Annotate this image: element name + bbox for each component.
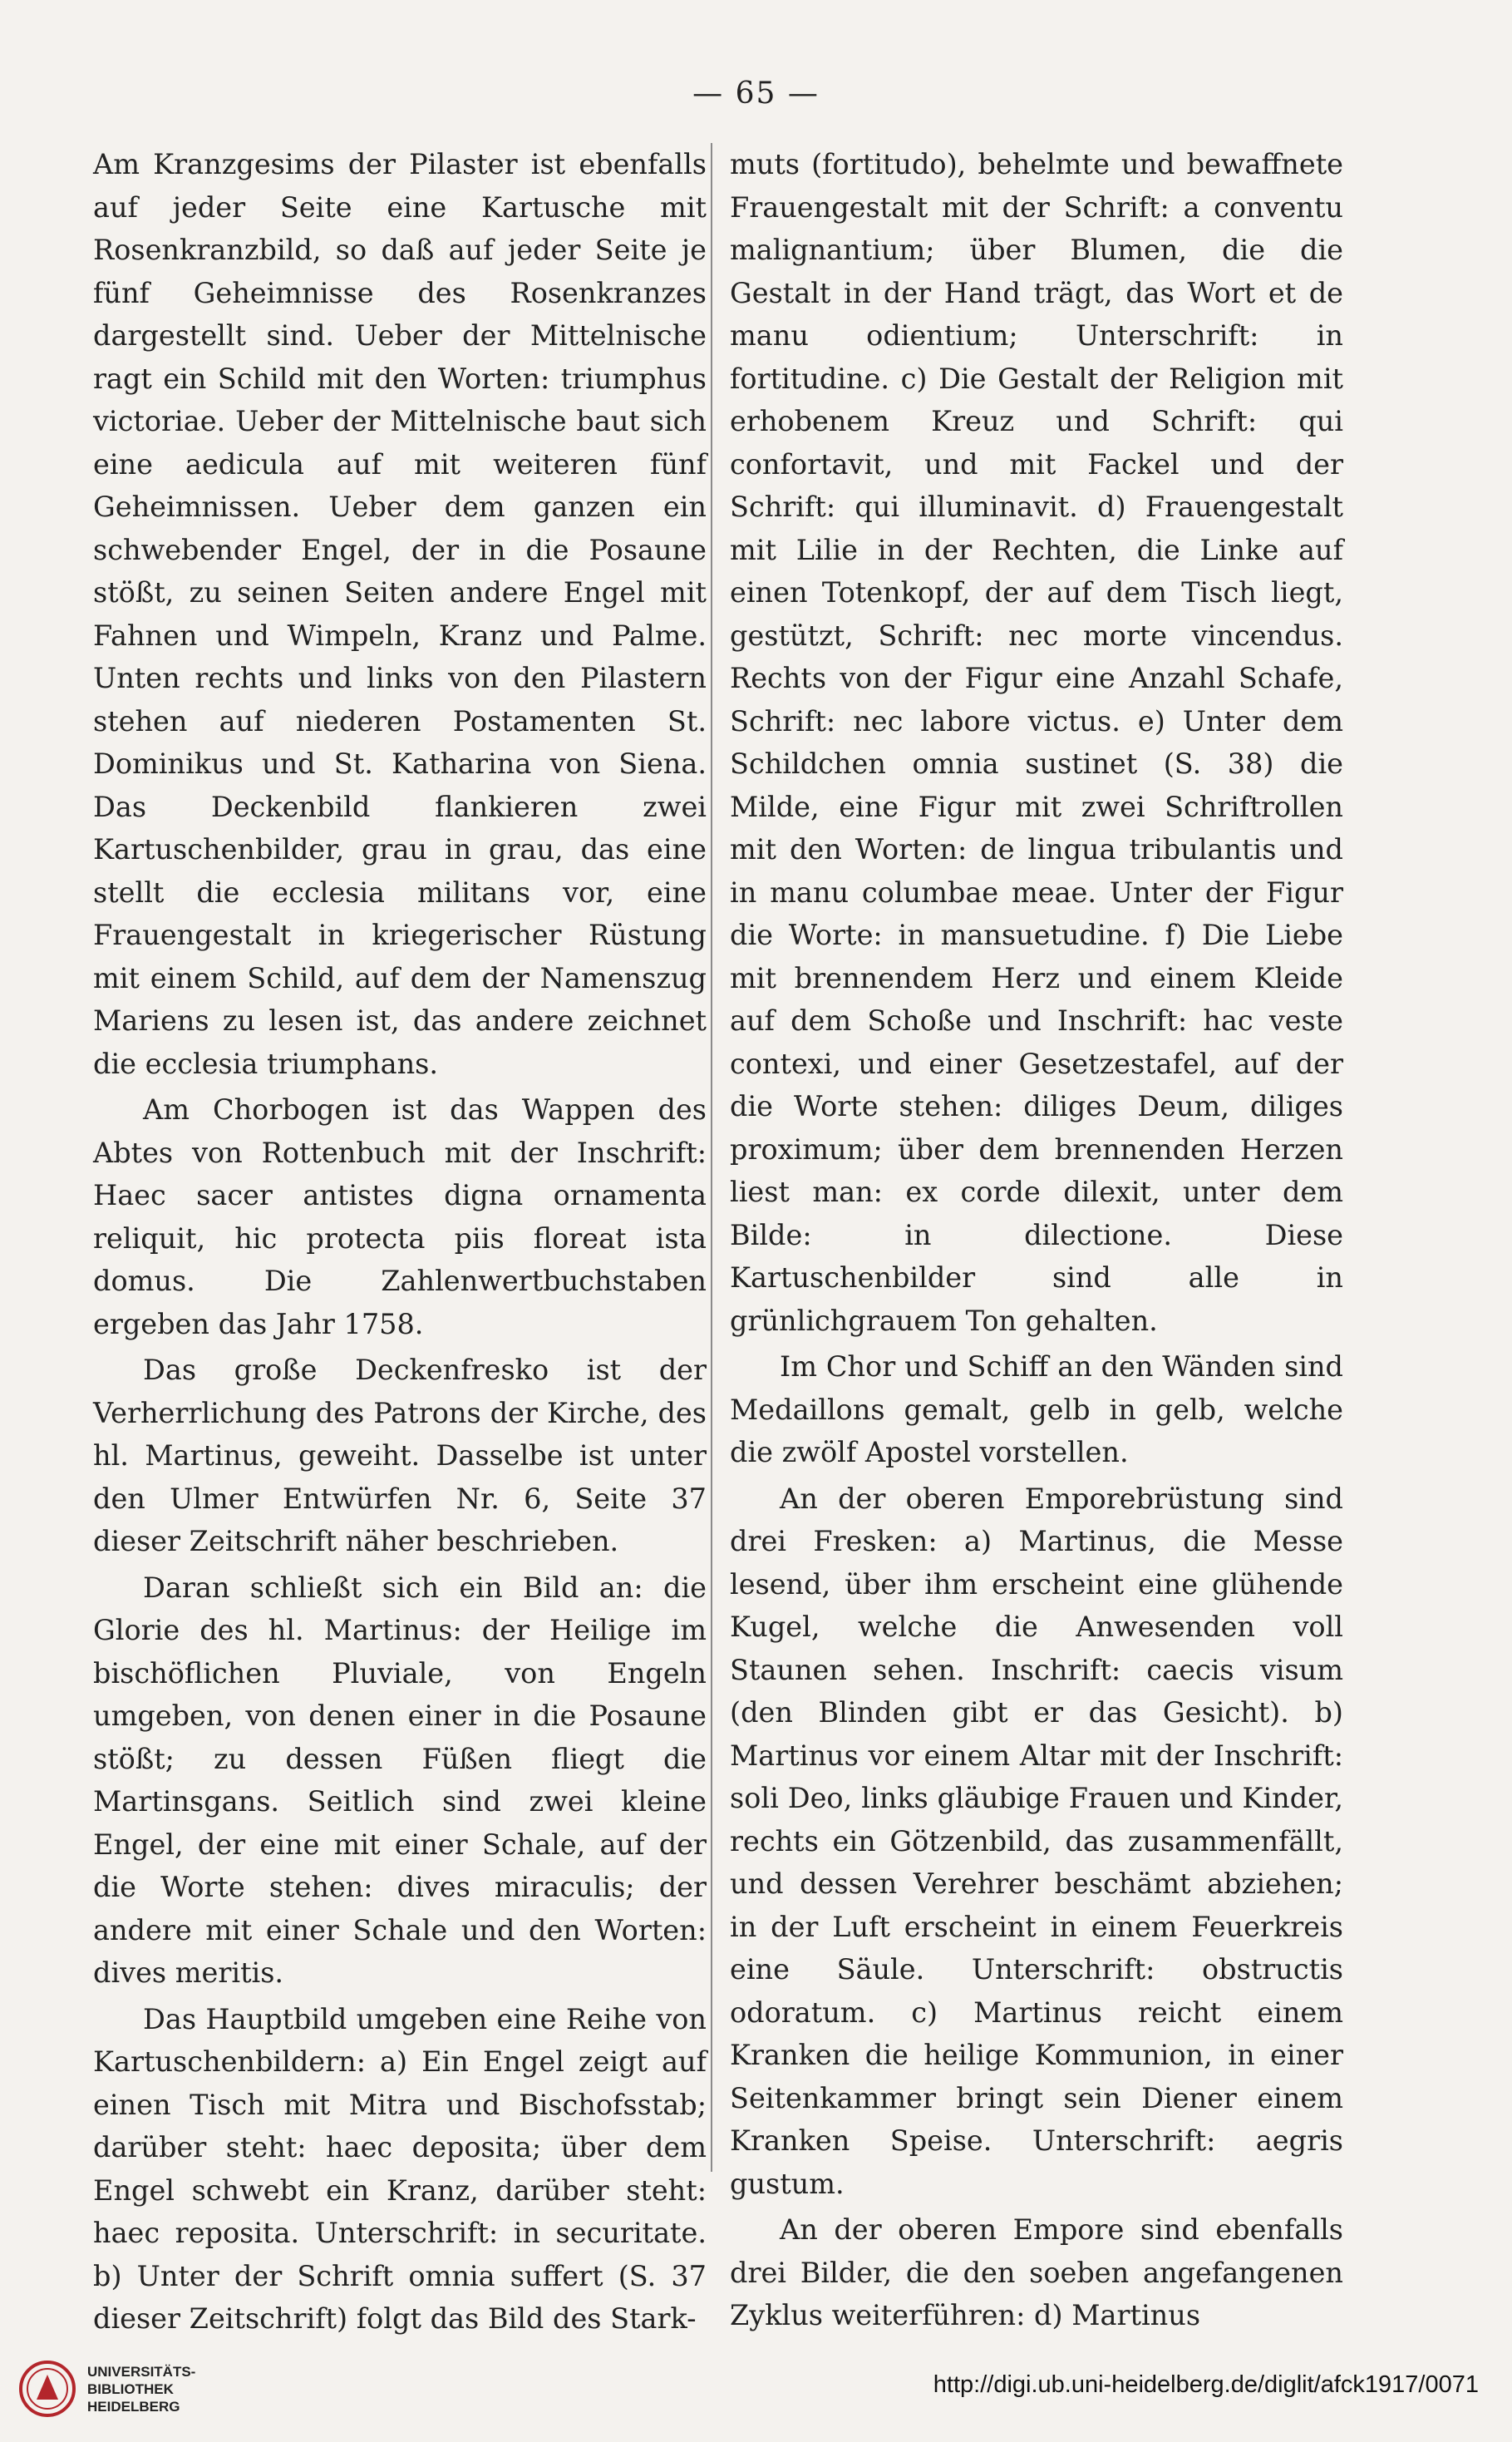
paragraph: An der oberen Emporebrüstung sind drei Fresken: a) Martinus, die Messe lesend, über ihm erscheint eine glühende Kugel, welche die Anwesenden voll Staunen sehen. Inschrift: caecis visum (den Blinden gibt er das Gesicht). b) Martinus vor einem Altar mit der Inschrift: soli Deo, links gläubige Frauen und Kinder, rechts ein Götzenbild, das zusammenfällt, und dessen Verehrer beschämt abziehen; in der Luft erscheint in einem Feuerkreis eine Säule. Unterschrift: obstructis odoratum. c) Martinus reicht einem Kranken die heilige Kommunion, in einer Seitenkammer bringt sein Diener einem Kranken Speise. Unterschrift: aegris gustum. bbox=[730, 1482, 1343, 2200]
library-name-line: UNIVERSITÄTS- bbox=[87, 2364, 196, 2380]
library-name-line: BIBLIOTHEK bbox=[87, 2381, 174, 2397]
university-seal-icon bbox=[18, 2360, 76, 2418]
left-text-column bbox=[93, 143, 707, 2341]
paragraph: Am Chorbogen ist das Wappen des Abtes von Rottenbuch mit der Inschrift: Haec sacer antistes digna ornamenta reliquit, hic protecta piis floreat ista domus. Die Zahlenwertbuchstaben ergeben das Jahr 1758. bbox=[93, 1093, 707, 1340]
paragraph: Das große Deckenfresko ist der Verherrlichung des Patrons der Kirche, des hl. Martinus, geweiht. Dasselbe ist unter den Ulmer Entwürfen Nr. 6, Seite 37 dieser Zeitschrift näher beschrieben. bbox=[93, 1354, 707, 1557]
library-name bbox=[87, 2363, 195, 2415]
page-number: — 65 — bbox=[692, 76, 820, 111]
column-divider bbox=[711, 143, 712, 2172]
source-url-link[interactable]: http://digi.ub.uni-heidelberg.de/diglit/afck1917/0071 bbox=[933, 2371, 1479, 2398]
right-text-column bbox=[730, 143, 1343, 2337]
paragraph: Daran schließt sich ein Bild an: die Glorie des hl. Martinus: der Heilige im bischöflichen Pluviale, von Engeln umgeben, von denen einer in die Posaune stößt; zu dessen Füßen fliegt die Martinsgans. Seitlich sind zwei kleine Engel, der eine mit einer Schale, auf der die Worte stehen: dives miraculis; der andere mit einer Schale und den Worten: dives meritis. bbox=[93, 1571, 707, 1989]
paragraph: Im Chor und Schiff an den Wänden sind Medaillons gemalt, gelb in gelb, welche die zwölf Apostel vorstellen. bbox=[730, 1350, 1343, 1468]
paragraph: muts (fortitudo), behelmte und bewaffnete Frauengestalt mit der Schrift: a conventu malignantium; über Blumen, die die Gestalt in der Hand trägt, das Wort et de manu odientium; Unterschrift: in fortitudine. c) Die Gestalt der Religion mit erhobenem Kreuz und Schrift: qui confortavit, und mit Fackel und der Schrift: qui illuminavit. d) Frauengestalt mit Lilie in der Rechten, die Linke auf einen Totenkopf, der auf dem Tisch liegt, gestützt, Schrift: nec morte vincendus. Rechts von der Figur eine Anzahl Schafe, Schrift: nec labore victus. e) Unter dem Schildchen omnia sustinet (S. 38) die Milde, eine Figur mit zwei Schriftrollen mit den Worten: de lingua tribulantis und in manu columbae meae. Unter der Figur die Worte: in mansuetudine. f) Die Liebe mit brennendem Herz und einem Kleide auf dem Schoße und Inschrift: hac veste contexi, und einer Gesetzestafel, auf der die Worte stehen: diliges Deum, diliges proximum; über dem brennenden Herzen liest man: ex corde dilexit, unter dem Bilde: in dilectione. Diese Kartuschenbilder sind alle in grünlichgrauem Ton gehalten. bbox=[730, 148, 1343, 1337]
paragraph: Am Kranzgesims der Pilaster ist ebenfalls auf jeder Seite eine Kartusche mit Rosenkranzbild, so daß auf jeder Seite je fünf Geheimnisse des Rosenkranzes dargestellt sind. Ueber der Mittelnische ragt ein Schild mit den Worten: triumphus victoriae. Ueber der Mittelnische baut sich eine aedicula auf mit weiteren fünf Geheimnissen. Ueber dem ganzen ein schwebender Engel, der in die Posaune stößt, zu seinen Seiten andere Engel mit Fahnen und Wimpeln, Kranz und Palme. Unten rechts und links von den Pilastern stehen auf niederen Postamenten St. Dominikus und St. Katharina von Siena. Das Deckenbild flankieren zwei Kartuschenbilder, grau in grau, das eine stellt die ecclesia militans vor, eine Frauengestalt in kriegerischer Rüstung mit einem Schild, auf dem der Namenszug Mariens zu lesen ist, das andere zeichnet die ecclesia triumphans. bbox=[93, 148, 707, 1080]
paragraph: Das Hauptbild umgeben eine Reihe von Kartuschenbildern: a) Ein Engel zeigt auf einen Tisch mit Mitra und Bischofsstab; darüber steht: haec deposita; über dem Engel schwebt ein Kranz, darüber steht: haec reposita. Unterschrift: in securitate. b) Unter der Schrift omnia suffert (S. 37 dieser Zeitschrift) folgt das Bild des Stark- bbox=[93, 2002, 707, 2335]
library-name-line: HEIDELBERG bbox=[87, 2399, 180, 2415]
paragraph: An der oberen Empore sind ebenfalls drei Bilder, die den soeben angefangenen Zyklus weiterführen: d) Martinus bbox=[730, 2213, 1343, 2331]
